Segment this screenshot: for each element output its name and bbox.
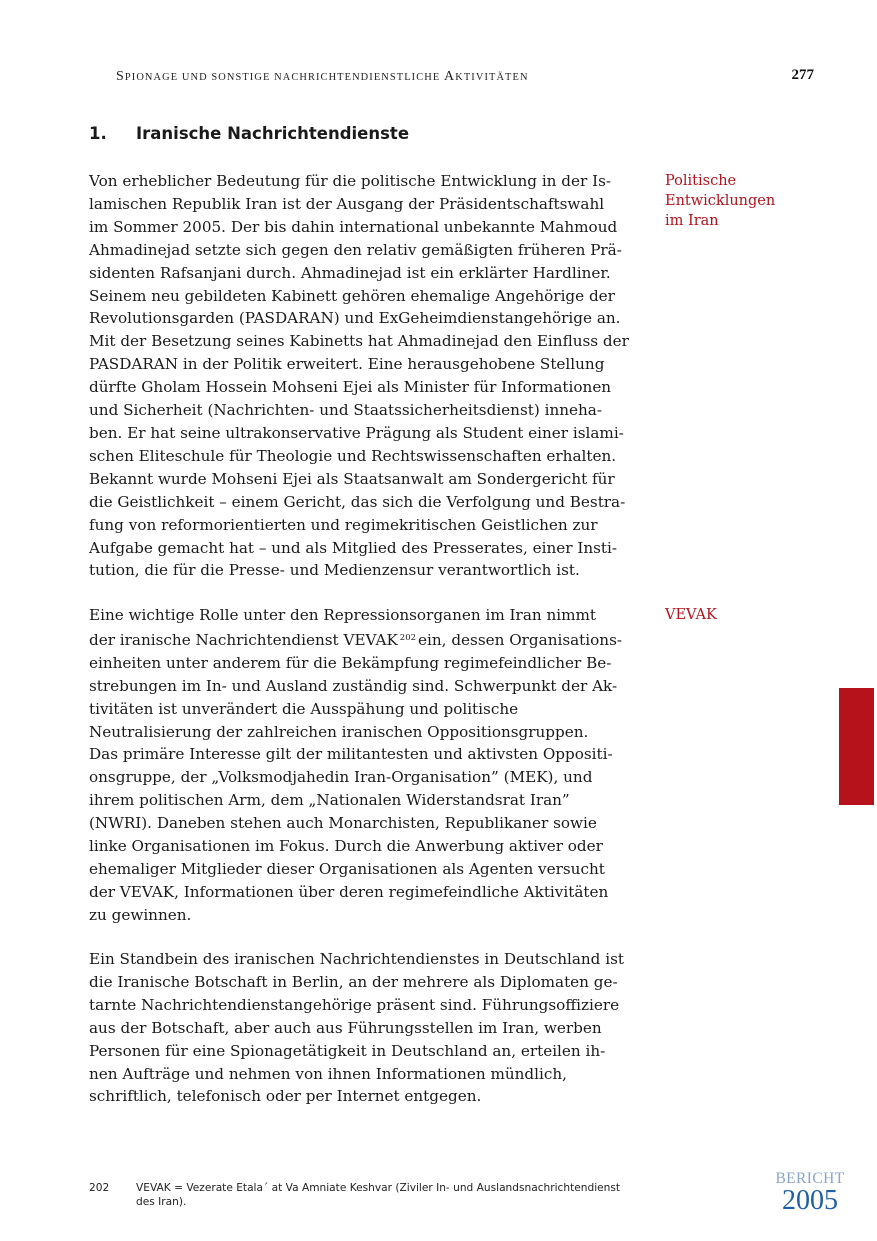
text-line: strebungen im In- und Ausland zuständig sind. Schwerpunkt der Ak- (89, 676, 618, 695)
text-line: nen Aufträge und nehmen von ihnen Informationen mündlich, (89, 1064, 567, 1083)
page-number: 277 (791, 67, 814, 83)
chapter-thumb-tab (839, 688, 874, 805)
text-line: ben. Er hat seine ultrakonservative Prägung als Student einer islami- (89, 423, 624, 442)
margin-note-politische-entwicklungen (665, 171, 775, 231)
footnote-text (136, 1182, 656, 1209)
text-line: onsgruppe, der „Volksmodjahedin Iran-Organisation” (MEK), und (89, 768, 593, 787)
section-title: Iranische Nachrichtendienste (136, 124, 410, 143)
text-line: Ahmadinejad setzte sich gegen den relativ gemäßigten früheren Prä- (89, 240, 622, 259)
text-line: Ein Standbein des iranischen Nachrichtendienstes in Deutschland ist (89, 950, 624, 968)
margin-note-line: Entwicklungen (665, 193, 776, 209)
running-head-initial-s: S (116, 69, 125, 84)
running-head-part-1: PIONAGE UND SONSTIGE NACHRICHTENDIENSTLICHE (124, 72, 445, 83)
text-line: Bekannt wurde Mohseni Ejei als Staatsanwalt am Sondergericht für (89, 469, 615, 488)
text-line: ehemaliger Mitglieder dieser Organisationen als Agenten versucht (89, 859, 605, 878)
text-line: linke Organisationen im Fokus. Durch die Anwerbung aktiver oder (89, 837, 603, 856)
text-line: die Geistlichkeit – einem Gericht, das sich die Verfolgung und Bestra- (89, 492, 626, 511)
section-heading (89, 124, 409, 143)
text-line: schriftlich, telefonisch oder per Internet entgegen. (89, 1087, 482, 1106)
text-line (89, 627, 649, 652)
text-line: Von erheblicher Bedeutung für die politische Entwicklung in der Is- (89, 172, 612, 190)
text-line: fung von reformorientierten und regimekritischen Geistlichen zur (89, 515, 598, 534)
text-line: (NWRI). Daneben stehen auch Monarchisten, Republikaner sowie (89, 814, 597, 833)
text-line: dürfte Gholam Hossein Mohseni Ejei als Minister für Informationen (89, 378, 612, 397)
logo-word: BERICHT (775, 1170, 845, 1187)
text-line: die Iranische Botschaft in Berlin, an der mehrere als Diplomaten ge- (89, 972, 618, 991)
footnote-line: VEVAK = Vezerate Etala´ at Va Amniate Keshvar (Ziviler In- und Auslandsnachrichtendienst (136, 1182, 621, 1194)
text-line: einheiten unter anderem für die Bekämpfung regimefeindlicher Be- (89, 653, 612, 672)
text-fragment: der iranische Nachrichtendienst VEVAK (89, 630, 398, 649)
text-line: zu gewinnen. (89, 905, 192, 924)
footnote-reference[interactable]: 202 (399, 632, 417, 643)
text-line: tivitäten ist unverändert die Ausspähung und politische (89, 699, 519, 718)
text-line: Personen für eine Spionagetätigkeit in Deutschland an, erteilen ih- (89, 1041, 606, 1060)
text-line: ihrem politischen Arm, dem „Nationalen Widerstandsrat Iran” (89, 791, 570, 810)
text-line: Seinem neu gebildeten Kabinett gehören ehemalige Angehörige der (89, 286, 615, 305)
text-line: Eine wichtige Rolle unter den Repressionsorganen im Iran nimmt (89, 606, 597, 624)
footnote-line: des Iran). (136, 1195, 187, 1208)
running-head-initial-a: A (444, 69, 456, 84)
text-line: und Sicherheit (Nachrichten- und Staatssicherheitsdienst) inneha- (89, 401, 602, 420)
logo-year: 2005 (782, 1185, 838, 1216)
margin-note-vevak: VEVAK (665, 607, 717, 623)
text-line: PASDARAN in der Politik erweitert. Eine herausgehobene Stellung (89, 355, 605, 374)
text-line: im Sommer 2005. Der bis dahin international unbekannte Mahmoud (89, 217, 618, 236)
text-line: Neutralisierung der zahlreichen iranischen Oppositionsgruppen. (89, 722, 589, 741)
paragraph-vevak (89, 604, 649, 927)
text-line: lamischen Republik Iran ist der Ausgang der Präsidentschaftswahl (89, 194, 605, 213)
section-number: 1. (89, 124, 107, 143)
margin-note-line: Politische (665, 173, 737, 189)
text-line: tution, die für die Presse- und Medienzensur verantwortlich ist. (89, 561, 580, 580)
text-line: schen Eliteschule für Theologie und Rechtswissenschaften erhalten. (89, 446, 617, 465)
paragraph-botschaft (89, 948, 649, 1108)
paragraph-politische-entwicklung (89, 170, 649, 582)
text-line: sidenten Rafsanjani durch. Ahmadinejad ist ein erklärter Hardliner. (89, 263, 611, 282)
text-line: aus der Botschaft, aber auch aus Führungsstellen im Iran, werben (89, 1018, 602, 1037)
margin-note-line: im Iran (665, 213, 719, 229)
running-head (116, 68, 529, 85)
text-line: der VEVAK, Informationen über deren regimefeindliche Aktivitäten (89, 882, 609, 901)
text-line: tarnte Nachrichtendienstangehörige präsent sind. Führungsoffiziere (89, 995, 620, 1014)
text-line: Aufgabe gemacht hat – und als Mitglied des Presserates, einer Insti- (89, 538, 617, 557)
running-head-part-2: KTIVITÄTEN (455, 72, 529, 83)
text-line: Das primäre Interesse gilt der militantesten und aktivsten Oppositi- (89, 745, 613, 764)
text-fragment: ein, dessen Organisations- (418, 630, 622, 649)
text-line: Revolutionsgarden (PASDARAN) und ExGeheimdienstangehörige an. (89, 309, 621, 328)
bericht-2005-logo (772, 1170, 848, 1215)
footnote-number: 202 (89, 1182, 110, 1194)
text-line: Mit der Besetzung seines Kabinetts hat Ahmadinejad den Einfluss der (89, 332, 629, 351)
